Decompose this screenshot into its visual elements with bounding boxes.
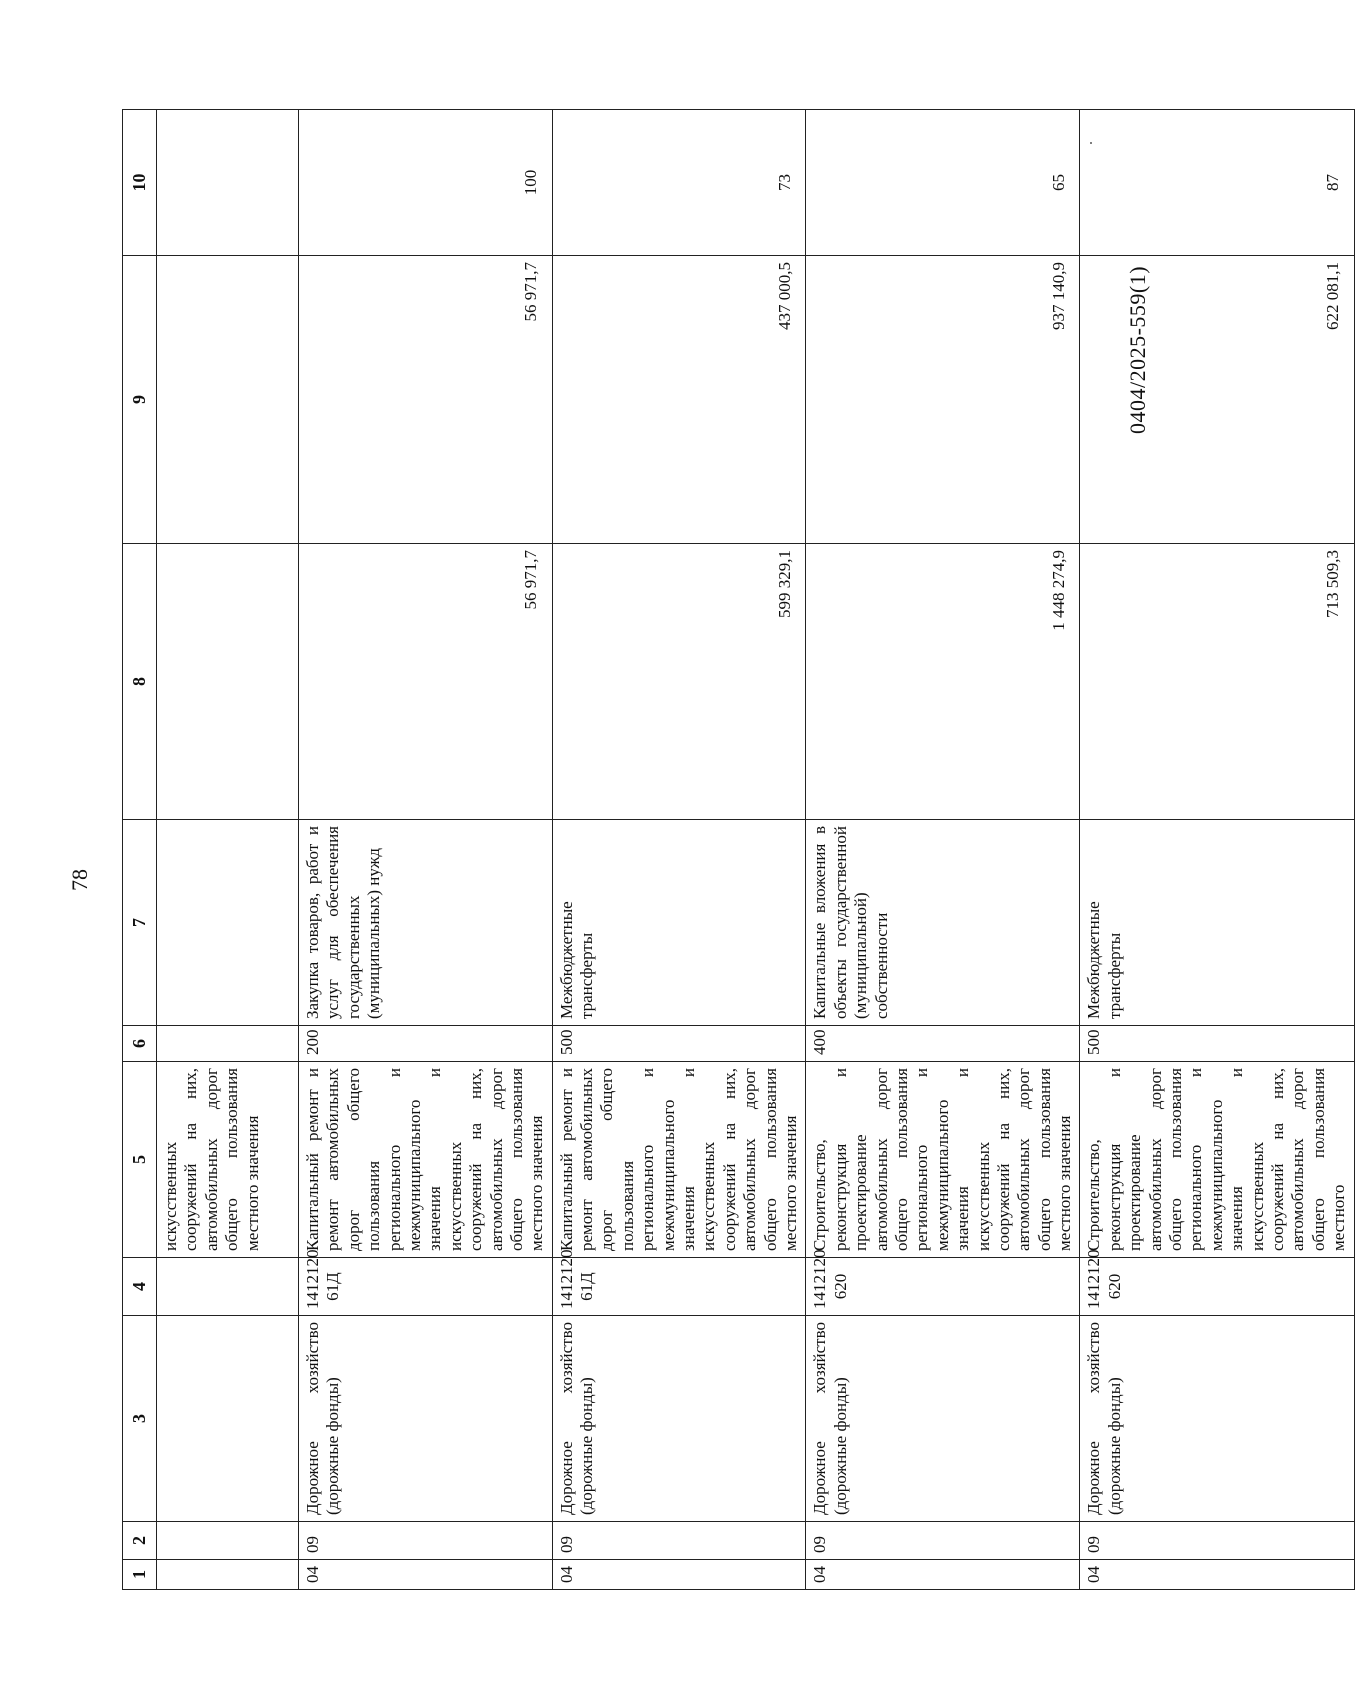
column-header: 4 xyxy=(123,1258,157,1316)
table-row xyxy=(1080,110,1354,1590)
column-header: 3 xyxy=(123,1316,157,1522)
cell-section-name: Дорожное хозяйство (дорожные фонды) xyxy=(299,1316,553,1522)
column-header: 6 xyxy=(123,1026,157,1062)
column-header: 8 xyxy=(123,544,157,820)
table-row xyxy=(552,110,806,1590)
cell-description: Строительство, реконструкция и проектирование автомобильных дорог общего пользования регионального и межмуниципального значения и искусственных сооружений на них, автомобильных дорог общего пользования местного значения xyxy=(806,1062,1080,1258)
column-header: 5 xyxy=(123,1062,157,1258)
table-cell xyxy=(157,1026,299,1062)
cell-expense-type: 200 xyxy=(299,1026,553,1062)
cell-subsection: 09 xyxy=(1080,1522,1354,1560)
cell-target-code: 1412120 620 xyxy=(806,1258,1080,1316)
budget-table xyxy=(122,109,1355,1590)
cell-target-code: 1412120 61Д xyxy=(552,1258,806,1316)
cell-section: 04 xyxy=(1080,1560,1354,1590)
cell-subsection: 09 xyxy=(806,1522,1080,1560)
table-row xyxy=(299,110,553,1590)
cell-percent: 65 xyxy=(806,110,1080,256)
cell-executed: 622 081,1 xyxy=(1080,256,1354,544)
table-row-continuation xyxy=(157,110,299,1590)
cell-expense-type: 500 xyxy=(1080,1026,1354,1062)
cell-percent: 100 xyxy=(299,110,553,256)
page-number: 78 xyxy=(67,869,92,891)
cell-subsection: 09 xyxy=(552,1522,806,1560)
table-row xyxy=(806,110,1080,1590)
cell-description: Капитальный ремонт и ремонт автомобильных дорог общего пользования регионального и межмуниципального значения и искусственных сооружений на них, автомобильных дорог общего пользования местного значения xyxy=(299,1062,553,1258)
column-header: 9 xyxy=(123,256,157,544)
cell-expense-name: Капитальные вложения в объекты государственной (муниципальной) собственности xyxy=(806,820,1080,1026)
table-cell xyxy=(157,820,299,1026)
cell-planned: 56 971,7 xyxy=(299,544,553,820)
column-header: 10 xyxy=(123,110,157,256)
cell-description: Строительство, реконструкция и проектирование автомобильных дорог общего пользования регионального и межмуниципального значения и искусственных сооружений на них, автомобильных дорог общего пользования местного xyxy=(1080,1062,1354,1258)
cell-expense-type: 400 xyxy=(806,1026,1080,1062)
cell-subsection: 09 xyxy=(299,1522,553,1560)
cell-planned: 1 448 274,9 xyxy=(806,544,1080,820)
cell-expense-name: Межбюджетные трансферты xyxy=(1080,820,1354,1026)
table-cell xyxy=(157,1522,299,1560)
cell-expense-name: Закупка товаров, работ и услуг для обеспечения государственных (муниципальных) нужд xyxy=(299,820,553,1026)
table-cell xyxy=(157,256,299,544)
column-header: 7 xyxy=(123,820,157,1026)
table-cell-description: искусственных сооружений на них, автомобильных дорог общего пользования местного значения xyxy=(157,1062,299,1258)
cell-executed: 56 971,7 xyxy=(299,256,553,544)
cell-target-code: 1412120 620 xyxy=(1080,1258,1354,1316)
cell-description: Капитальный ремонт и ремонт автомобильных дорог общего пользования регионального и межмуниципального значения и искусственных сооружений на них, автомобильных дорог общего пользования местного значения xyxy=(552,1062,806,1258)
table-cell xyxy=(157,1560,299,1590)
cell-executed: 437 000,5 xyxy=(552,256,806,544)
cell-planned: 599 329,1 xyxy=(552,544,806,820)
column-header: 2 xyxy=(123,1522,157,1560)
cell-section-name: Дорожное хозяйство (дорожные фонды) xyxy=(552,1316,806,1522)
cell-section: 04 xyxy=(552,1560,806,1590)
cell-expense-name: Межбюджетные трансферты xyxy=(552,820,806,1026)
cell-section-name: Дорожное хозяйство (дорожные фонды) xyxy=(1080,1316,1354,1522)
cell-planned: 713 509,3 xyxy=(1080,544,1354,820)
table-cell xyxy=(157,110,299,256)
cell-percent: 73 xyxy=(552,110,806,256)
cell-section: 04 xyxy=(806,1560,1080,1590)
table-header-row xyxy=(123,110,157,1590)
column-header: 1 xyxy=(123,1560,157,1590)
cell-section: 04 xyxy=(299,1560,553,1590)
document-code: 0404/2025-559(1) xyxy=(1125,265,1150,435)
table-cell xyxy=(157,1258,299,1316)
table-cell xyxy=(157,544,299,820)
cell-expense-type: 500 xyxy=(552,1026,806,1062)
cell-section-name: Дорожное хозяйство (дорожные фонды) xyxy=(806,1316,1080,1522)
cell-executed: 937 140,9 xyxy=(806,256,1080,544)
table-cell xyxy=(157,1316,299,1522)
cell-target-code: 1412120 61Д xyxy=(299,1258,553,1316)
cell-percent: 87 xyxy=(1080,110,1354,256)
